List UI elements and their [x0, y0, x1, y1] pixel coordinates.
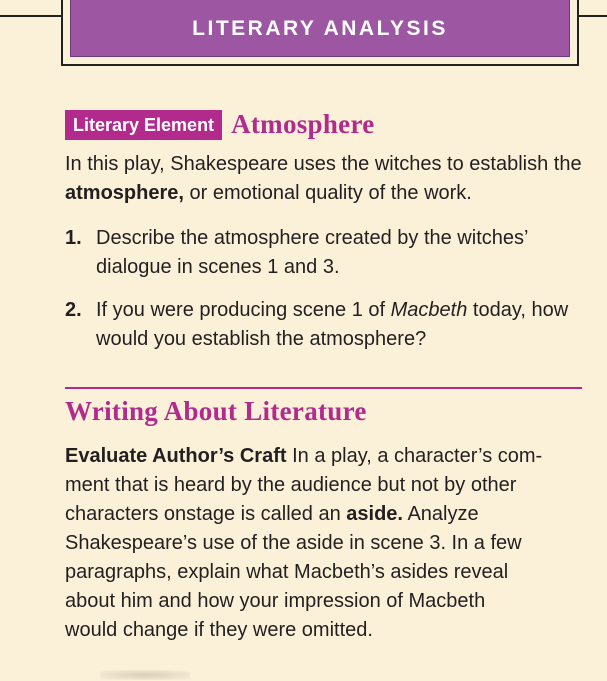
question-text-before: If you were producing scene 1 of	[96, 299, 391, 321]
writing-line-5: paragraphs, explain what Macbeth’s asides reveal	[65, 561, 509, 583]
intro-text-before: In this play, Shakespeare uses the witches to establish the	[65, 153, 582, 175]
banner-panel	[70, 0, 570, 57]
writing-line-1: In a play, a character’s com-	[292, 445, 543, 467]
question-item	[65, 296, 590, 354]
question-list	[65, 224, 590, 368]
bottom-smudge	[100, 670, 190, 680]
writing-line-3-before: characters onstage is called an	[65, 503, 347, 525]
writing-line	[65, 503, 479, 525]
writing-line-6: about him and how your impression of Macbeth	[65, 590, 486, 612]
intro-text-after: or emotional quality of the work.	[183, 182, 472, 204]
play-title: Macbeth	[390, 299, 468, 321]
writing-line-7: would change if they were omitted.	[65, 619, 373, 641]
question-item	[65, 224, 590, 282]
question-number: 1.	[65, 227, 82, 249]
writing-section-title: Writing About Literature	[65, 396, 367, 426]
literary-element-tag: Literary Element	[65, 110, 222, 140]
aside-term: aside.	[346, 503, 403, 525]
question-number: 2.	[65, 299, 82, 321]
banner-title: LITERARY ANALYSIS	[192, 17, 448, 40]
literary-element-heading	[65, 109, 375, 140]
writing-line-4: Shakespeare’s use of the aside in scene 3. In a few	[65, 532, 522, 554]
writing-line-3-after: Analyze	[402, 503, 479, 525]
writing-line	[65, 445, 542, 467]
section-divider	[65, 387, 582, 389]
literary-element-name: Atmosphere	[231, 109, 375, 139]
writing-lead: Evaluate Author’s Craft	[65, 445, 287, 467]
writing-prompt	[65, 442, 590, 645]
literary-element-intro	[65, 150, 590, 208]
writing-line-2: ment that is heard by the audience but not by other	[65, 474, 517, 496]
question-text: Describe the atmosphere created by the witches’ dialogue in scenes 1 and 3.	[96, 227, 528, 278]
intro-term: atmosphere,	[65, 182, 184, 204]
question-text-after: today, how would you establish the atmosphere?	[96, 299, 569, 350]
section-banner	[61, 0, 579, 66]
